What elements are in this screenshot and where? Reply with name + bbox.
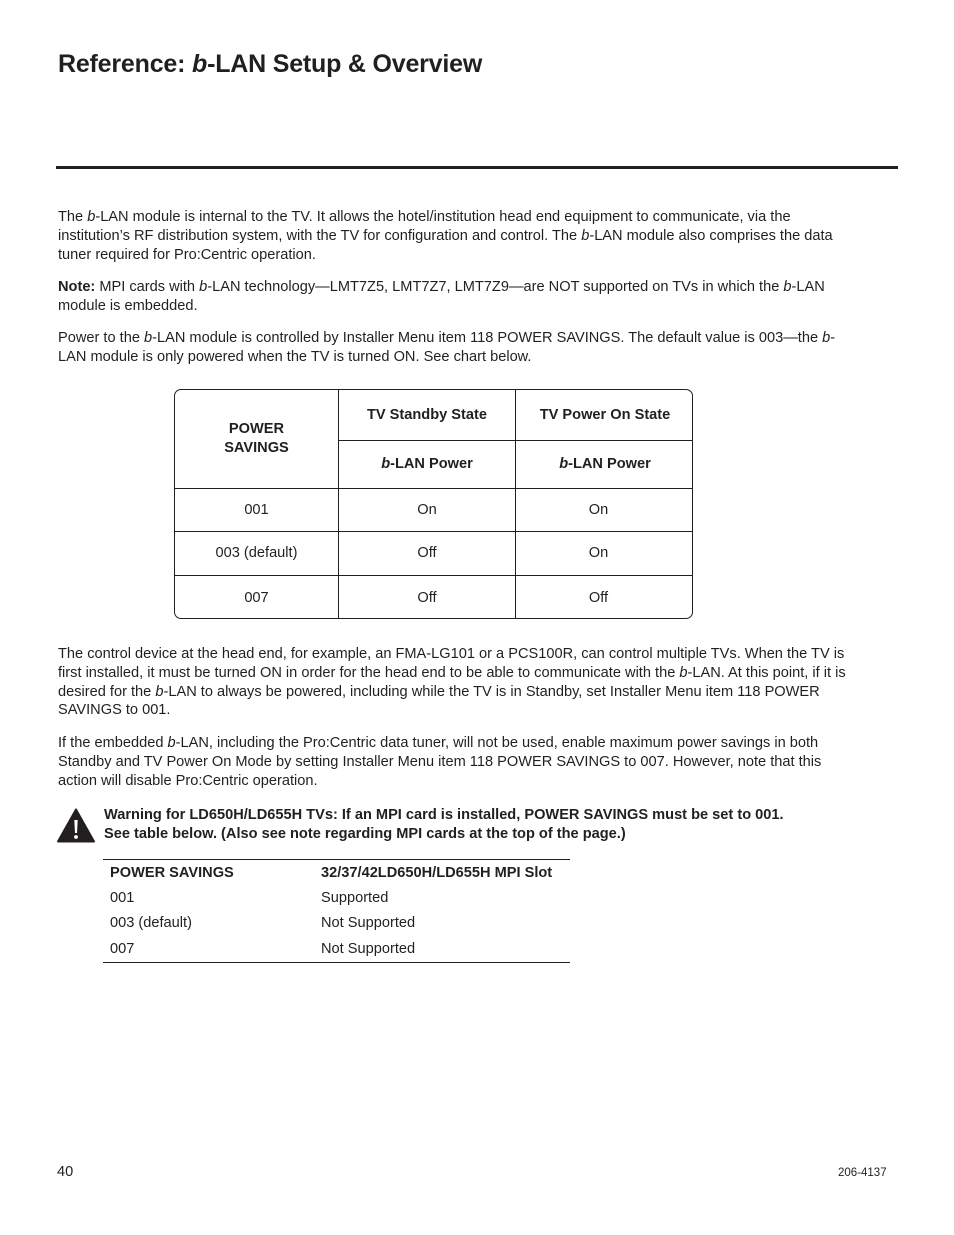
header-power-savings: POWER SAVINGS — [110, 865, 234, 881]
table-header-row — [110, 864, 553, 883]
table-cell: 001 — [244, 501, 269, 518]
table-cell: Off — [417, 589, 437, 606]
page-title — [58, 50, 482, 79]
body-paragraph-4: The control device at the head end, for example, an FMA-LG101 or a PCS100R, can control multiple TVs. When the TV is first installed, it must be turned ON in order for the head end to be able to communicate with the b-LAN. At this point, if it is desired for the b-LAN to always be powered, including while the TV is in Standby, set Installer Menu item 118 POWER SAVINGS to 001. — [58, 646, 846, 719]
title-rest: -LAN Setup & Overview — [207, 50, 483, 78]
table-cell: 007 — [244, 589, 269, 606]
subheader-blan-power-on: b -LAN Power — [559, 456, 651, 472]
page-number: 40 — [57, 1164, 74, 1180]
document-number: 206-4137 — [838, 1167, 887, 1179]
power-savings-table — [174, 389, 693, 619]
table-cell: 003 (default) — [215, 545, 298, 561]
subheader-blan-power-standby: b -LAN Power — [381, 456, 473, 472]
note-paragraph: Note: MPI cards with b-LAN technology—LMT7Z5, LMT7Z7, LMT7Z9—are NOT supported on TVs in which the b-LAN module is embedded. — [58, 279, 825, 314]
title-prefix: Reference: — [58, 50, 192, 78]
table-cell: On — [588, 501, 609, 518]
warning-line-1: Warning for LD650H/LD655H TVs: If an MPI card is installed, POWER SAVINGS must be set to 001. — [104, 807, 784, 823]
header-tv-standby-state: TV Standby State — [366, 406, 487, 423]
warning-line-2: See table below. (Also see note regarding MPI cards at the top of the page.) — [104, 826, 626, 842]
table-cell: On — [417, 501, 437, 518]
body-paragraph-5: If the embedded b-LAN, including the Pro:Centric data tuner, will not be used, enable maximum power savings in both Standby and TV Power On Mode by setting Installer Menu item 118 POWER SAVINGS to 007. However, note that this action will disable Pro:Centric operation. — [58, 735, 822, 789]
note-label: Note: — [58, 279, 96, 295]
intro-paragraph-1: The b-LAN module is internal to the TV. It allows the hotel/institution head end equipment to communicate, via the institution’s RF distribution system, with the TV for configuration and control. The b-LAN module also comprises the data tuner required for Pro:Centric operation. — [58, 209, 833, 263]
warning-text — [104, 806, 864, 844]
title-italic-b: b — [191, 50, 208, 78]
header-mpi-slot: 32/37/42LD650H/LD655H MPI Slot — [321, 865, 553, 881]
table-row: 007 Not Supported — [110, 941, 416, 957]
table-row: 001 Supported — [110, 890, 389, 906]
table-cell: Off — [588, 589, 609, 606]
header-power-savings: POWER SAVINGS — [224, 421, 289, 456]
header-tv-power-on-state: TV Power On State — [539, 406, 671, 423]
header-rule — [56, 166, 898, 169]
table-cell: Off — [417, 545, 437, 561]
table-row: 003 (default) Not Supported — [110, 915, 416, 931]
warning-triangle-icon — [57, 808, 95, 843]
table-cell: On — [588, 545, 609, 561]
intro-paragraph-3: Power to the b-LAN module is controlled by Installer Menu item 118 POWER SAVINGS. The default value is 003—the b-LAN module is only powered when the TV is turned ON. See chart below. — [58, 330, 836, 365]
